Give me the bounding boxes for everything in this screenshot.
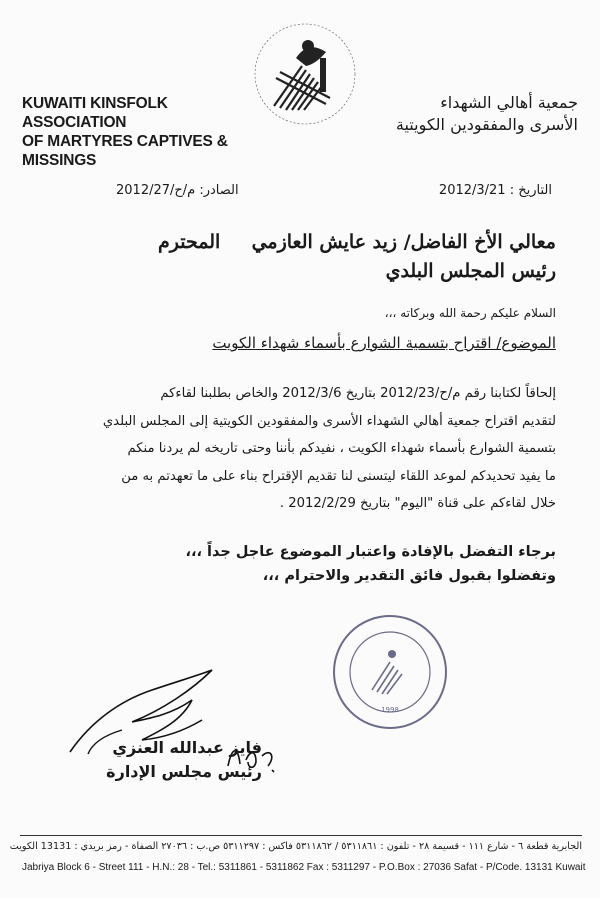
letter-body: [36, 380, 556, 518]
org-name-ar-line2: الأسرى والمفقودين الكويتية: [395, 115, 578, 134]
org-name-en-line2: OF MARTYRES CAPTIVES & MISSINGS: [22, 133, 228, 169]
body-line: لتقديم اقتراح جمعية أهالي الشهداء الأسرى والمفقودين الكويتية إلى المجلس البلدي: [102, 413, 556, 429]
addressee-honorific: المحترم: [158, 231, 221, 253]
reference-number: [116, 183, 239, 198]
org-name-en-line1: KUWAITI KINSFOLK ASSOCIATION: [22, 95, 168, 131]
footer-address-arabic: الجابرية قطعة ٦ - شارع ١١١ - قسيمة ٢٨ - تلفون : ٥٣١١٨٦١ / ٥٣١١٨٦٢ فاكس : ٥٣١١٢٩٧ ص.ب : ٢٧٠٣٦ الصفاة - رمز بريدي : 13131 الكويت: [9, 841, 582, 852]
association-logo-icon: [246, 18, 364, 130]
org-name-arabic: [358, 92, 578, 136]
date-label: التاريخ :: [509, 183, 552, 198]
reference-label: الصادر:: [199, 183, 239, 198]
org-name-ar-line1: جمعية أهالي الشهداء: [440, 93, 578, 112]
letter-date: [439, 183, 552, 198]
reference-value: م/ح/2012/27: [116, 183, 196, 198]
association-stamp-icon: [330, 612, 450, 732]
date-value: 2012/3/21: [438, 183, 506, 198]
addressee-block: [36, 228, 556, 286]
stamp-year: 1998: [381, 706, 399, 714]
signer-block: [92, 736, 262, 784]
body-line: بتسمية الشوارع بأسماء شهداء الكويت ، نفيدكم بأننا وحتى تاريخه لم يردنا منكم: [127, 441, 556, 456]
body-line: خلال لقاءكم على قناة "اليوم" بتاريخ 2012/2/29 .: [279, 496, 556, 511]
addressee-title: رئيس المجلس البلدي: [385, 260, 556, 282]
greeting: السلام عليكم رحمة الله وبركاته ،،،: [384, 306, 556, 320]
org-name-english: [22, 94, 262, 170]
subject-line: الموضوع/ اقتراح بتسمية الشوارع بأسماء شهداء الكويت: [212, 334, 556, 352]
body-line: ما يفيد تحديدكم لموعد اللقاء ليتسنى لنا تقديم الإقتراح بناء على ما تعهدتم به من: [121, 468, 556, 484]
closing-line: وتفضلوا بقبول فائق التقدير والاحترام ،،،: [262, 568, 556, 584]
footer-divider: [20, 835, 582, 836]
closing-block: [36, 540, 556, 588]
closing-line: برجاء التفضل بالإفادة واعتبار الموضوع عاجل جداً ،،،: [185, 544, 556, 560]
body-line: إلحاقاً لكتابنا رقم م/ح/2012/23 بتاريخ 2012/3/6 والخاص بطلبنا لقاءكم: [160, 386, 556, 401]
signer-title: رئيس مجلس الإدارة: [106, 762, 262, 781]
signer-name: فايز عبدالله العنزي: [112, 738, 262, 757]
addressee-name: معالي الأخ الفاضل/ زيد عايش العازمي: [251, 231, 556, 253]
footer-address-english: Jabriya Block 6 - Street 111 - H.N.: 28 - Tel.: 5311861 - 5311862 Fax : 5311297 - P.O.Box : 27036 Safat - P/Code. 13131 Kuwait: [22, 862, 586, 873]
